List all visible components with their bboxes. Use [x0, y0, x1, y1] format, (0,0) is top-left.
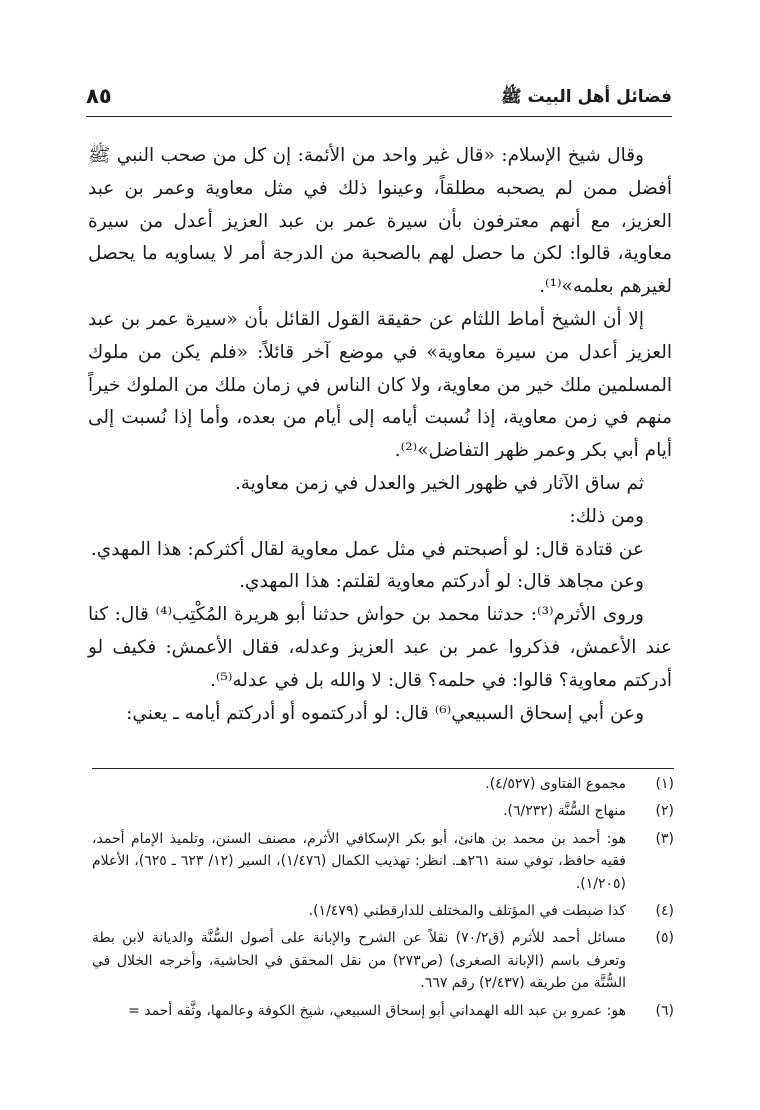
- paragraph: وروى الأثرم⁽³⁾: حدثنا محمد بن حواش حدثنا أبو هريرة المُكْتِب⁽⁴⁾ قال: كنا عند الأعمش، فذكروا عمر بن عبد العزيز وعدله، فقال الأعمش: فكيف لو أدركتم معاوية؟ قالوا: في حلمه؟ قال: لا والله بل في عدله⁽⁵⁾.: [88, 604, 672, 691]
- paragraph: إلا أن الشيخ أماط اللثام عن حقيقة القول القائل بأن «سيرة عمر بن عبد العزيز أعدل من سيرة معاوية» في موضع آخر قائلاً: «فلم يكن من ملوك المسلمين ملك خير من معاوية، ولا كان الناس في زمان ملك من الملوك خيراً منهم في زمن معاوية، إذا نُسبت أيامه إلى أيام من بعده، وأما إذا نُسبت إلى أيام أبي بكر وعمر ظهر التفاضل»⁽²⁾.: [88, 308, 672, 462]
- footnote-text: هو: أحمد بن محمد بن هانئ، أبو بكر الإسكافي الأثرم، مصنف السنن، وتلميذ الإمام أحمد، فقيه حافظ، توفي سنة ٢٦١هـ. انظر: تهذيب الكمال (١/٤٧٦)، السير (١٢/ ٦٢٣ ـ ٦٢٥)، الأعلام (١/٢٠٥).: [92, 830, 626, 892]
- footnote-number: (٥): [655, 930, 674, 947]
- footnote-number: (٣): [655, 830, 674, 847]
- running-title: فضائل أهل البيت ﷺ: [501, 87, 672, 107]
- footnote-text: كذا ضبطت في المؤتلف والمختلف للدارقطني (١/٤٧٩).: [308, 903, 626, 920]
- footnote-number: (٦): [655, 1002, 674, 1019]
- page-header: [86, 84, 672, 117]
- footnote-number: (٤): [655, 903, 674, 920]
- footnote: [92, 773, 674, 795]
- main-text: [88, 140, 672, 730]
- footnote-text: مجموع الفتاوى (٤/٥٢٧).: [485, 776, 626, 792]
- paragraph: وقال شيخ الإسلام: «قال غير واحد من الأئمة: إن كل من صحب النبي ﷺ أفضل ممن لم يصحبه مطلقاً، وعينوا ذلك في مثل معاوية وعمر بن عبد العزيز، مع أنهم معترفون بأن سيرة عمر بن عبد العزيز أعدل من سيرة معاوية، قالوا: لكن ما حصل لهم بالصحبة من الدرجة أمر لا يساويه ما يحصل لغيرهم بعلمه»⁽¹⁾.: [88, 145, 672, 298]
- paragraph: وعن مجاهد قال: لو أدركتم معاوية لقلتم: هذا المهدي.: [239, 571, 644, 593]
- footnote-text: هو: عمرو بن عبد الله الهمداني أبو إسحاق السبيعي، شيخ الكوفة وعالمها، وثَّقه أحمد =: [128, 1002, 626, 1019]
- footnote: [92, 927, 674, 994]
- footnote-text: مسائل أحمد للأثرم (ق٧٠/٢) نقلاً عن الشرح والإبانة على أصول السُّنَّة والديانة لابن بطة وتعرف باسم (الإبانة الصغرى) (ص٢٧٣) من نقل المحقق في الحاشية، وأخرجه الخلال في السُّنَّة من طريقه (٢/٤٣٧) رقم ٦٦٧.: [92, 930, 626, 992]
- paragraph: ثم ساق الآثار في ظهور الخير والعدل في زمن معاوية.: [234, 472, 644, 494]
- paragraph: ومن ذلك:: [569, 505, 644, 527]
- footnote: [92, 1000, 674, 1022]
- footnote: [92, 800, 674, 822]
- footnote: [92, 900, 674, 922]
- paragraph: عن قتادة قال: لو أصبحتم في مثل عمل معاوية لقال أكثركم: هذا المهدي.: [90, 538, 644, 560]
- page-number: ٨٥: [86, 84, 112, 108]
- footnote: [92, 828, 674, 895]
- footnote-number: (١): [655, 776, 674, 792]
- paragraph: وعن أبي إسحاق السبيعي⁽⁶⁾ قال: لو أدركتموه أو أدركتم أيامه ـ يعني:: [126, 702, 644, 724]
- footnote-text: منهاج السُّنَّة (٦/٢٣٢).: [503, 803, 626, 820]
- footnotes: [92, 768, 674, 1027]
- footnote-number: (٢): [655, 803, 674, 820]
